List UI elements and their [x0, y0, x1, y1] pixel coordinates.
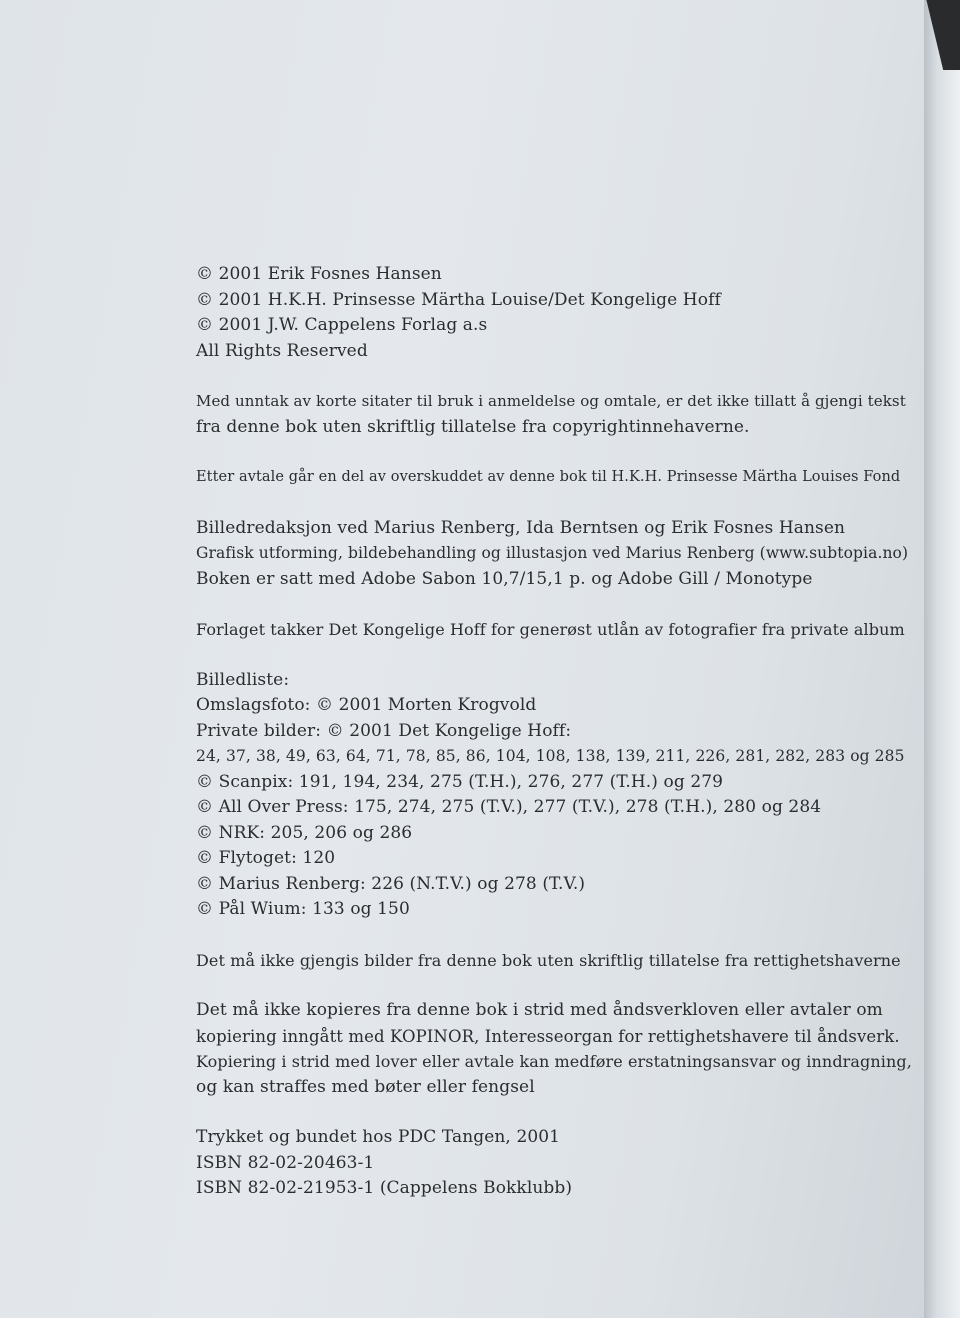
- picture-credit-line: © NRK: 205, 206 og 286: [196, 822, 413, 843]
- copyright-line: © 2001 Erik Fosnes Hansen: [196, 264, 442, 284]
- notice-line: fra denne bok uten skriftlig tillatelse fra copyrightinnehaverne.: [196, 416, 750, 437]
- copyright-line: © 2001 H.K.H. Prinsesse Märtha Louise/Det Kongelige Hoff: [196, 289, 721, 310]
- credit-line: Billedredaksjon ved Marius Renberg, Ida Berntsen og Erik Fosnes Hansen: [196, 517, 846, 538]
- thanks-block: [196, 617, 912, 643]
- copyright-block: [196, 262, 912, 364]
- page-edge: [924, 0, 960, 1318]
- isbn-line: ISBN 82-02-20463-1: [196, 1152, 375, 1173]
- reproduction-notice: [196, 948, 912, 974]
- printing-block: [196, 1125, 912, 1202]
- picture-credit-line: Private bilder: © 2001 Det Kongelige Hoff:: [196, 720, 572, 741]
- quotation-notice: [196, 389, 912, 440]
- kopinor-line: kopiering inngått med KOPINOR, Interesseorgan for rettighetshavere til åndsverk.: [196, 1026, 900, 1046]
- isbn-line: ISBN 82-02-21953-1 (Cappelens Bokklubb): [196, 1178, 573, 1198]
- picture-credit-line: © Marius Renberg: 226 (N.T.V.) og 278 (T.V.): [196, 873, 586, 894]
- picture-credit-line: Omslagsfoto: © 2001 Morten Krogvold: [196, 695, 537, 715]
- rights-reserved: All Rights Reserved: [196, 340, 368, 361]
- kopinor-line: Det må ikke kopieres fra denne bok i strid med åndsverkloven eller avtaler om: [196, 1000, 883, 1020]
- copyright-line: © 2001 J.W. Cappelens Forlag a.s: [196, 315, 488, 335]
- thanks-line: Forlaget takker Det Kongelige Hoff for generøst utlån av fotografier fra private album: [196, 620, 905, 639]
- picture-credit-line: © Pål Wium: 133 og 150: [196, 899, 410, 919]
- kopinor-notice: [196, 998, 912, 1100]
- agreement-notice: [196, 465, 912, 491]
- picture-credit-line: 24, 37, 38, 49, 63, 64, 71, 78, 85, 86, 104, 108, 138, 139, 211, 226, 281, 282, 283 og 285: [196, 747, 905, 765]
- kopinor-line: Kopiering i strid med lover eller avtale kan medføre erstatningsansvar og inndragning,: [196, 1052, 912, 1071]
- credit-line: Grafisk utforming, bildebehandling og illustasjon ved Marius Renberg (www.subtopia.no): [196, 544, 909, 562]
- picture-credit-line: © Flytoget: 120: [196, 848, 336, 868]
- notice-line: Med unntak av korte sitater til bruk i anmeldelse og omtale, er det ikke tillatt å gjengi tekst: [196, 392, 906, 410]
- picture-list: [196, 668, 912, 923]
- credit-line: Boken er satt med Adobe Sabon 10,7/15,1 p. og Adobe Gill / Monotype: [196, 568, 813, 589]
- printer-line: Trykket og bundet hos PDC Tangen, 2001: [196, 1127, 561, 1147]
- agreement-line: Etter avtale går en del av overskuddet av denne bok til H.K.H. Prinsesse Märtha Louises Fond: [196, 469, 901, 485]
- picture-list-heading: Billedliste:: [196, 669, 290, 690]
- kopinor-line: og kan straffes med bøter eller fengsel: [196, 1076, 535, 1097]
- reproduction-line: Det må ikke gjengis bilder fra denne bok uten skriftlig tillatelse fra rettighetshaverne: [196, 950, 901, 970]
- colophon: [196, 262, 912, 1227]
- picture-credit-line: © Scanpix: 191, 194, 234, 275 (T.H.), 276, 277 (T.H.) og 279: [196, 771, 724, 792]
- picture-credit-line: © All Over Press: 175, 274, 275 (T.V.), 277 (T.V.), 278 (T.H.), 280 og 284: [196, 797, 822, 817]
- credits-block: [196, 516, 912, 593]
